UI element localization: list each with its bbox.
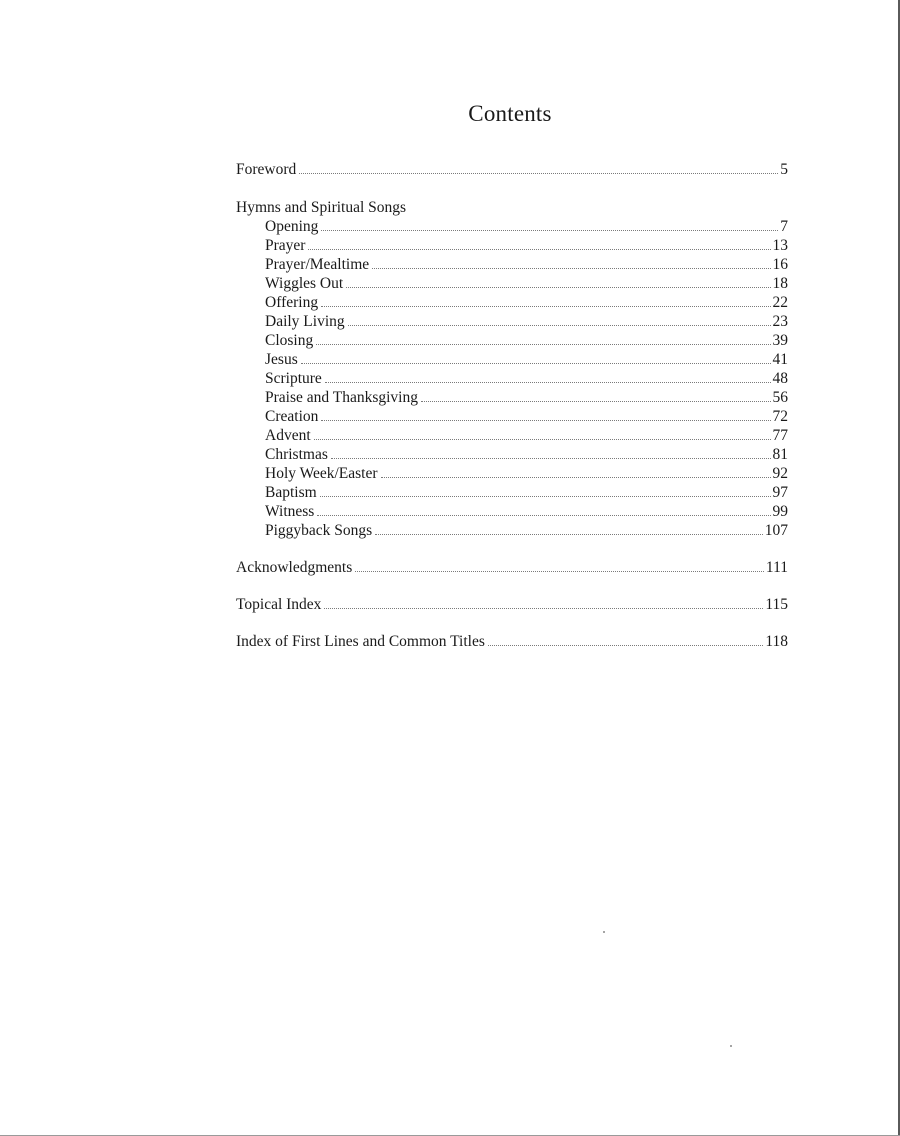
toc-entry-page: 39	[772, 332, 788, 349]
toc-entry-page: 56	[772, 389, 788, 406]
toc-entry-christmas[interactable]	[236, 445, 788, 464]
toc-entry-label: Prayer/Mealtime	[265, 256, 370, 273]
toc-entry-page: 41	[772, 351, 788, 368]
toc-entry-page: 118	[765, 633, 788, 650]
dot-leader	[421, 401, 771, 402]
toc-entry-topical-index[interactable]	[236, 595, 788, 614]
toc-entry-label: Opening	[265, 218, 319, 235]
toc-entry-page: 5	[780, 161, 788, 178]
toc-entry-daily-living[interactable]	[236, 312, 788, 331]
toc-entry-label: Index of First Lines and Common Titles	[236, 633, 485, 650]
toc-entry-prayer[interactable]	[236, 236, 788, 255]
dot-leader	[320, 496, 771, 497]
toc-entry-holy-week-easter[interactable]	[236, 464, 788, 483]
toc-entry-praise-and-thanksgiving[interactable]	[236, 388, 788, 407]
toc-entry-label: Piggyback Songs	[265, 522, 373, 539]
toc-entry-page: 22	[772, 294, 788, 311]
dot-leader	[331, 458, 771, 459]
toc-entry-page: 72	[772, 408, 788, 425]
toc-entry-page: 111	[765, 559, 788, 576]
toc-entry-label: Daily Living	[265, 313, 345, 330]
toc-entry-label: Creation	[265, 408, 319, 425]
page-title: Contents	[468, 101, 552, 126]
toc-entry-offering[interactable]	[236, 293, 788, 312]
toc-entry-jesus[interactable]	[236, 350, 788, 369]
toc-entry-index-of-first-lines[interactable]	[236, 632, 788, 651]
toc-entry-prayer-mealtime[interactable]	[236, 255, 788, 274]
toc-entry-page: 16	[772, 256, 788, 273]
toc-entry-page: 99	[772, 503, 788, 520]
toc-entry-page: 48	[772, 370, 788, 387]
toc-entry-page: 107	[764, 522, 788, 539]
toc-entry-page: 23	[772, 313, 788, 330]
dot-leader	[321, 420, 770, 421]
toc-entry-advent[interactable]	[236, 426, 788, 445]
dot-leader	[308, 249, 770, 250]
toc-entry-label: Praise and Thanksgiving	[265, 389, 418, 406]
toc-entry-label: Offering	[265, 294, 319, 311]
toc-entry-label: Wiggles Out	[265, 275, 344, 292]
dot-leader	[372, 268, 770, 269]
dot-leader	[314, 439, 771, 440]
toc-entry-witness[interactable]	[236, 502, 788, 521]
toc-entry-creation[interactable]	[236, 407, 788, 426]
dot-leader	[375, 534, 763, 535]
dot-leader	[381, 477, 771, 478]
toc-entry-baptism[interactable]	[236, 483, 788, 502]
toc-entry-opening[interactable]	[236, 217, 788, 236]
toc-sub-entries	[236, 217, 788, 540]
toc-entry-acknowledgments[interactable]	[236, 558, 788, 577]
toc-entry-label: Christmas	[265, 446, 328, 463]
scan-speck	[730, 1045, 732, 1047]
dot-leader	[301, 363, 771, 364]
dot-leader	[324, 608, 763, 609]
scan-speck	[603, 931, 605, 933]
dot-leader	[348, 325, 771, 326]
toc-entry-closing[interactable]	[236, 331, 788, 350]
toc-section-heading[interactable]: Hymns and Spiritual Songs	[236, 199, 407, 216]
dot-leader	[321, 306, 770, 307]
toc-entry-wiggles-out[interactable]	[236, 274, 788, 293]
dot-leader	[317, 515, 770, 516]
toc-entry-page: 18	[772, 275, 788, 292]
toc-entry-label: Prayer	[265, 237, 306, 254]
toc-entry-label: Jesus	[265, 351, 298, 368]
toc-entry-label: Baptism	[265, 484, 317, 501]
toc-entry-page: 97	[772, 484, 788, 501]
dot-leader	[321, 230, 778, 231]
dot-leader	[346, 287, 770, 288]
dot-leader	[299, 173, 778, 174]
table-of-contents	[236, 160, 788, 651]
toc-entry-label: Advent	[265, 427, 311, 444]
toc-entry-page: 92	[772, 465, 788, 482]
toc-entry-piggyback-songs[interactable]	[236, 521, 788, 540]
toc-entry-page: 81	[772, 446, 788, 463]
toc-entry-label: Holy Week/Easter	[265, 465, 378, 482]
toc-entry-label: Acknowledgments	[236, 559, 353, 576]
toc-entry-foreword[interactable]	[236, 160, 788, 179]
dot-leader	[355, 571, 764, 572]
toc-entry-page: 13	[772, 237, 788, 254]
toc-entry-label: Closing	[265, 332, 314, 349]
dot-leader	[316, 344, 770, 345]
toc-entry-page: 115	[765, 596, 788, 613]
toc-entry-page: 7	[780, 218, 788, 235]
toc-entry-label: Scripture	[265, 370, 322, 387]
toc-entry-label: Witness	[265, 503, 315, 520]
toc-entry-label: Topical Index	[236, 596, 322, 613]
toc-entry-scripture[interactable]	[236, 369, 788, 388]
dot-leader	[325, 382, 771, 383]
toc-entry-page: 77	[772, 427, 788, 444]
toc-entry-label: Foreword	[236, 161, 297, 178]
dot-leader	[488, 645, 763, 646]
